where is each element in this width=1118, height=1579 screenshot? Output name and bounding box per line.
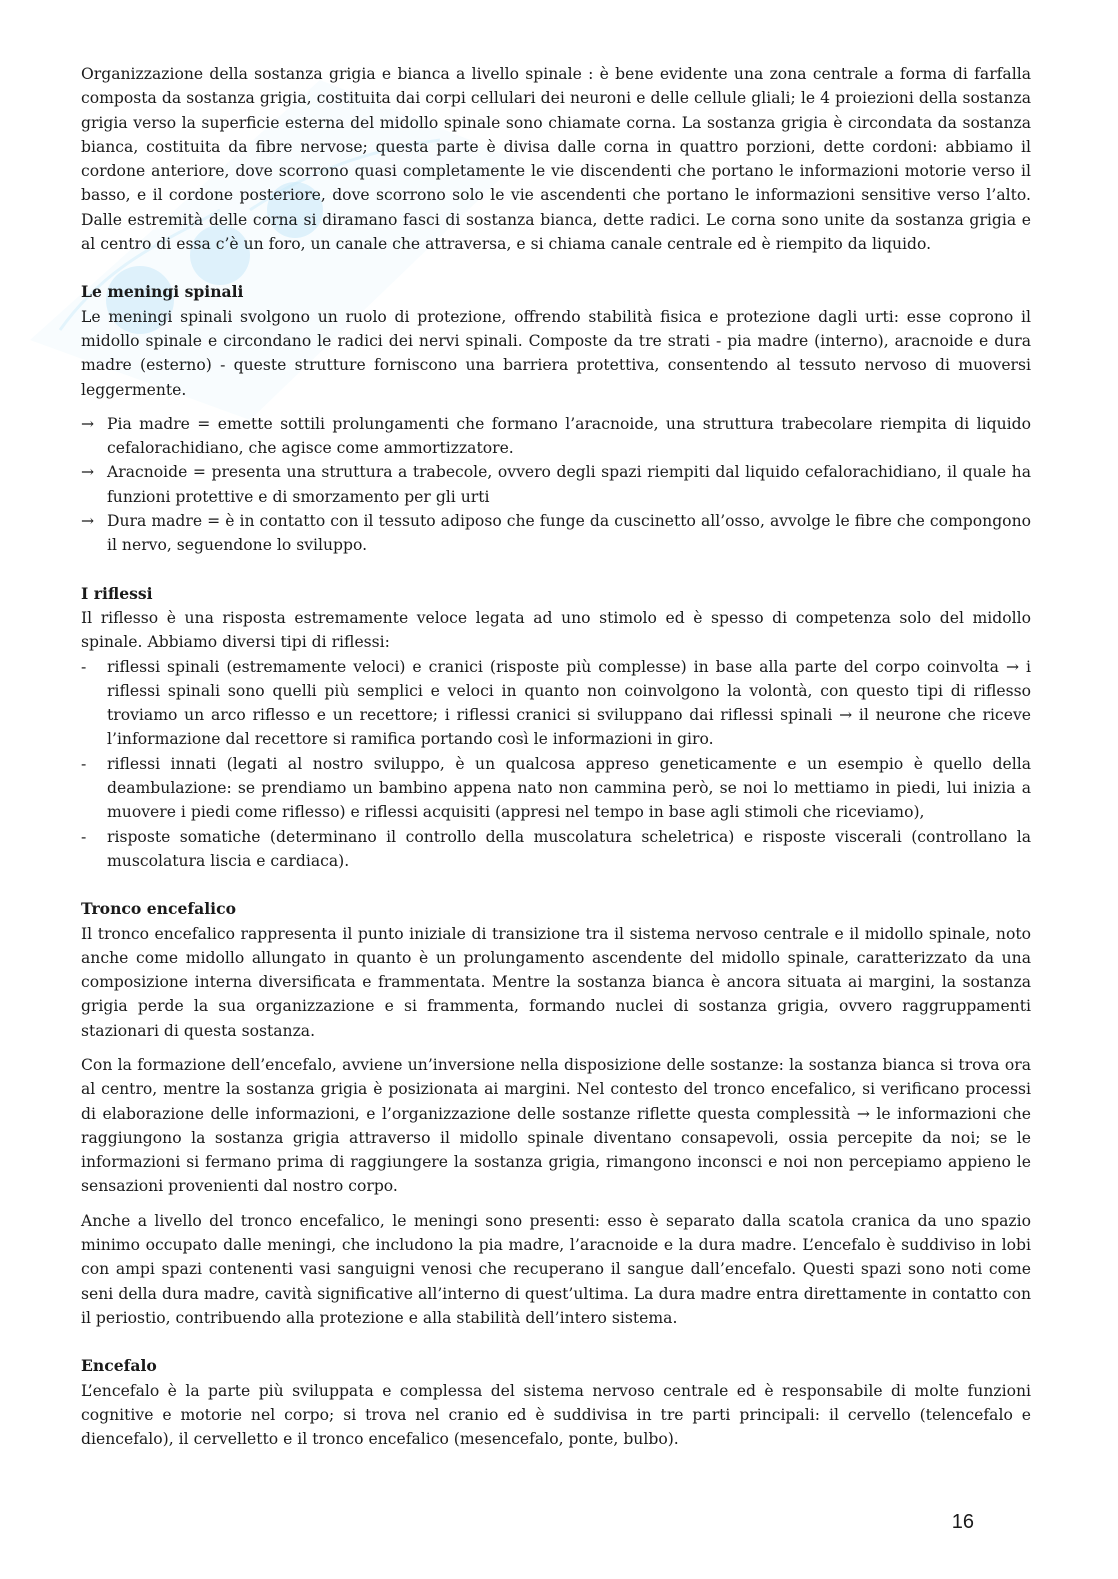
encefalo-paragraph: L’encefalo è la parte più sviluppata e complessa del sistema nervoso centrale ed è responsabile di molte funzioni cognitive e motorie nel corpo; si trova nel cranio ed è suddivisa in tre parti principali: il cervello (telencefalo e diencefalo), il cervelletto e il tronco encefalico (mesencefalo, ponte, bulbo). bbox=[81, 1381, 1031, 1449]
arrow-bullet-icon: → bbox=[81, 414, 95, 433]
list-item: - risposte somatiche (determinano il controllo della muscolatura scheletrica) e risposte viscerali (controllano la muscolatura liscia e cardiaca). bbox=[81, 825, 1031, 874]
tronco-paragraph-2: Con la formazione dell’encefalo, avviene un’inversione nella disposizione delle sostanze: la sostanza bianca si trova ora al centro, mentre la sostanza grigia è posizionata ai margini. Nel contesto del tronco encefalico, si verificano processi di elaborazione delle informazioni, e l’organizzazione delle sostanze riflette questa complessità → le informazioni che raggiungono la sostanza grigia attraverso il midollo spinale diventano consapevoli, ossia percepite da noi; se le informazioni si fermano prima di raggiungere la sostanza grigia, rimangono inconsci e noi non percepiamo appieno le sensazioni provenienti dal nostro corpo. bbox=[81, 1055, 1031, 1196]
riflessi-list bbox=[81, 655, 1031, 874]
document-body bbox=[81, 62, 1031, 1451]
list-item: → Pia madre = emette sottili prolungamenti che formano l’aracnoide, una struttura trabecolare riempita di liquido cefalorachidiano, che agisce come ammortizzatore. bbox=[81, 412, 1031, 461]
list-item: → Dura madre = è in contatto con il tessuto adiposo che funge da cuscinetto all’osso, avvolge le fibre che compongono il nervo, seguendone lo sviluppo. bbox=[81, 509, 1031, 558]
dash-bullet-icon: - bbox=[81, 657, 87, 676]
list-item: → Aracnoide = presenta una struttura a trabecole, ovvero degli spazi riempiti dal liquido cefalorachidiano, il quale ha funzioni protettive e di smorzamento per gli urti bbox=[81, 460, 1031, 509]
page-number: 16 bbox=[951, 1511, 974, 1533]
meningi-paragraph: Le meningi spinali svolgono un ruolo di protezione, offrendo stabilità fisica e protezione dagli urti: esse coprono il midollo spinale e circondano le radici dei nervi spinali. Composte da tre strati - pia madre (interno), aracnoide e dura madre (esterno) - queste strutture forniscono una barriera protettiva, consentendo al tessuto nervoso di muoversi leggermente. bbox=[81, 307, 1031, 399]
riflessi-paragraph: Il riflesso è una risposta estremamente veloce legata ad uno stimolo ed è spesso di competenza solo del midollo spinale. Abbiamo diversi tipi di riflessi: bbox=[81, 608, 1031, 652]
list-item: - riflessi innati (legati al nostro sviluppo, è un qualcosa appreso geneticamente e un esempio è quello della deambulazione: se prendiamo un bambino appena nato non cammina però, se noi lo mettiamo in piedi, lui inizia a muovere i piedi come riflesso) e riflessi acquisiti (appresi nel tempo in base agli stimoli che riceviamo), bbox=[81, 752, 1031, 825]
tronco-paragraph-1: Il tronco encefalico rappresenta il punto iniziale di transizione tra il sistema nervoso centrale e il midollo spinale, noto anche come midollo allungato in quanto è un prolungamento ascendente del midollo spinale, caratterizzato da una composizione interna diversificata e frammentata. Mentre la sostanza bianca è ancora situata ai margini, la sostanza grigia perde la sua organizzazione e si frammenta, formando nuclei di sostanza grigia, ovvero raggruppamenti stazionari di questa sostanza. bbox=[81, 924, 1031, 1040]
section-title-tronco: Tronco encefalico bbox=[81, 899, 236, 919]
intro-paragraph: Organizzazione della sostanza grigia e bianca a livello spinale : è bene evidente una zona centrale a forma di farfalla composta da sostanza grigia, costituita dai corpi cellulari dei neuroni e delle cellule gliali; le 4 proiezioni della sostanza grigia verso la superficie esterna del midollo spinale sono chiamate corna. La sostanza grigia è circondata da sostanza bianca, costituita da fibre nervose; questa parte è divisa dalle corna in quattro porzioni, dette cordoni: abbiamo il cordone anteriore, dove scorrono quasi completamente le vie discendenti che portano le informazioni motorie verso il basso, e il cordone posteriore, dove scorrono solo le vie ascendenti che portano le informazioni sensitive verso l’alto. Dalle estremità delle corna si diramano fasci di sostanza bianca, dette radici. Le corna sono unite da sostanza grigia e al centro di essa c’è un foro, un canale che attraversa, e si chiama canale centrale ed è riempito da liquido. bbox=[81, 65, 1031, 254]
arrow-bullet-icon: → bbox=[81, 512, 95, 531]
section-title-riflessi: I riflessi bbox=[81, 583, 153, 603]
meningi-list bbox=[81, 412, 1031, 558]
dash-bullet-icon: - bbox=[81, 754, 87, 773]
arrow-bullet-icon: → bbox=[81, 463, 95, 482]
list-item: - riflessi spinali (estremamente veloci) e cranici (risposte più complesse) in base alla parte del corpo coinvolta → i riflessi spinali sono quelli più semplici e veloci in quanto non coinvolgono la volontà, con questo tipi di riflesso troviamo un arco riflesso e un recettore; i riflessi cranici si sviluppano dai riflessi spinali → il neurone che riceve l’informazione dal recettore si ramifica portando così le informazioni in giro. bbox=[81, 655, 1031, 752]
tronco-paragraph-3: Anche a livello del tronco encefalico, le meningi sono presenti: esso è separato dalla scatola cranica da uno spazio minimo occupato dalle meningi, che includono la pia madre, l’aracnoide e la dura madre. L’encefalo è suddiviso in lobi con ampi spazi contenenti vasi sanguigni venosi che recuperano il sangue dall’encefalo. Questi spazi sono noti come seni della dura madre, cavità significative all’interno di quest’ultima. La dura madre entra direttamente in contatto con il periostio, contribuendo alla protezione e alla stabilità dell’intero sistema. bbox=[81, 1211, 1031, 1327]
dash-bullet-icon: - bbox=[81, 827, 87, 846]
section-title-encefalo: Encefalo bbox=[81, 1356, 157, 1376]
section-title-meningi: Le meningi spinali bbox=[81, 282, 244, 302]
